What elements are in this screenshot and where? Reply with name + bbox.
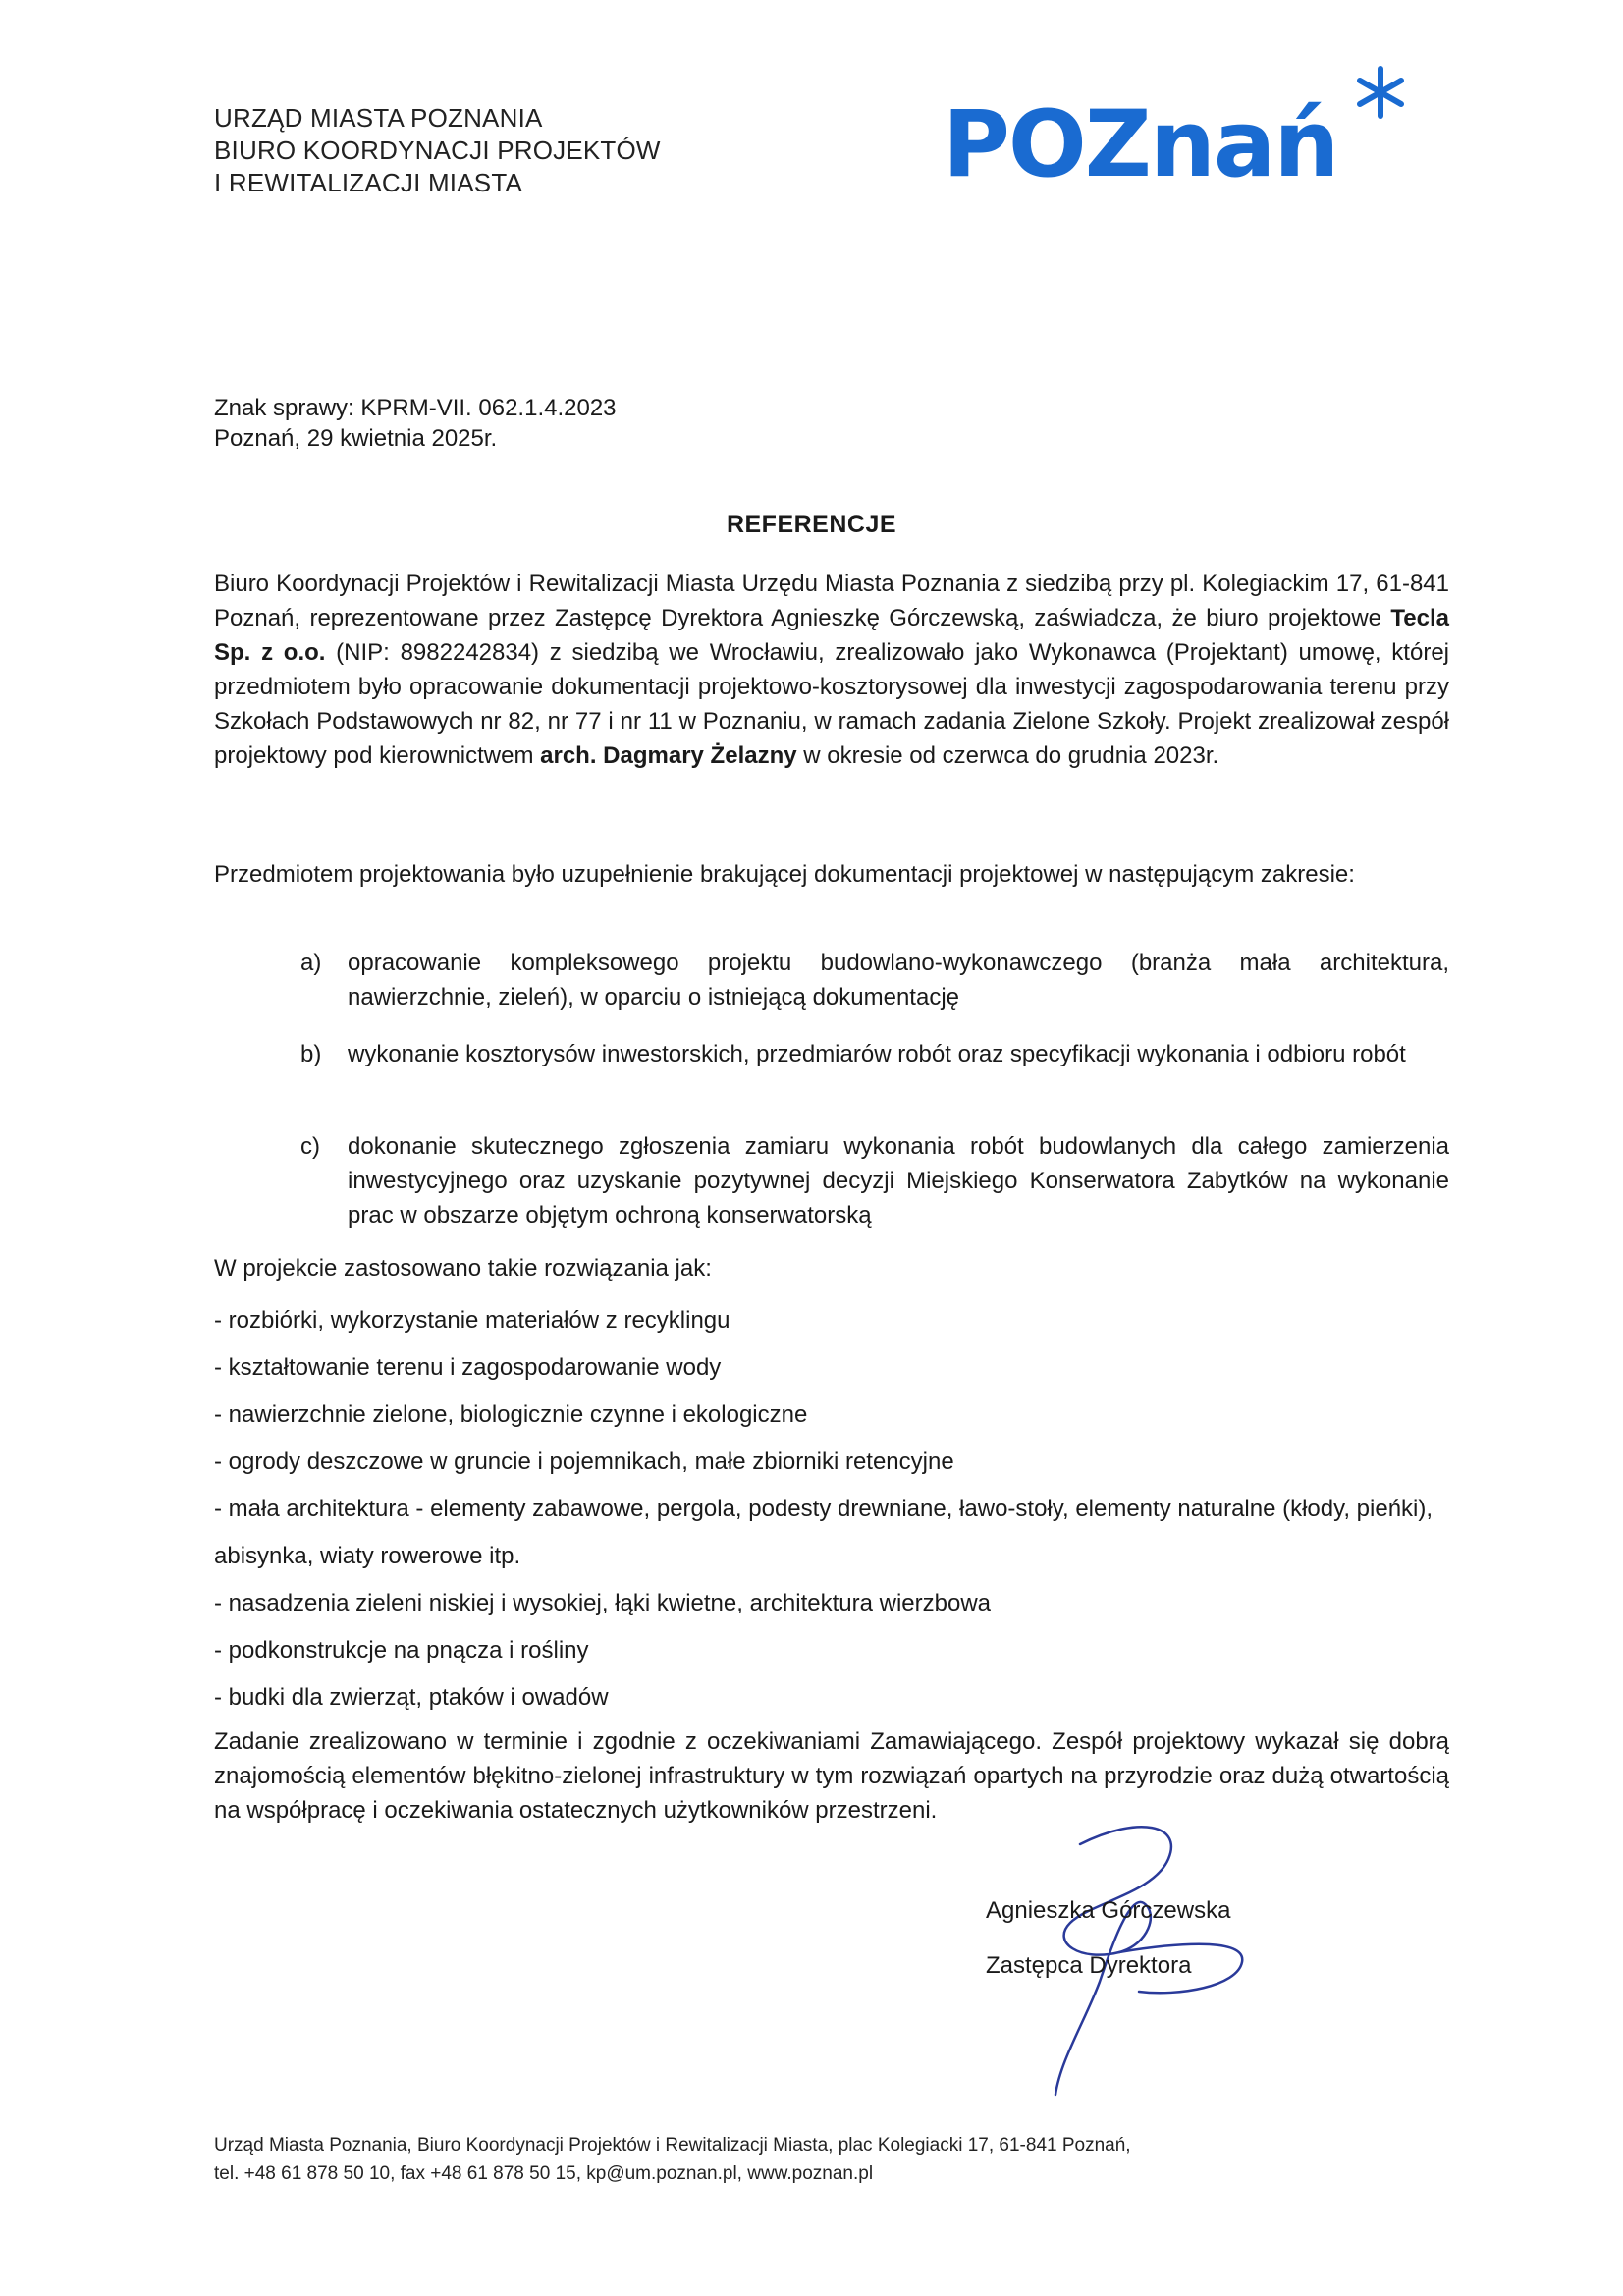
paragraph-intro-part2: (NIP: 8982242834) z siedzibą we Wrocławiu, zrealizowało jako Wykonawca (Projektant) umowę, której przedmiotem było opracowanie dokumentacji projektowo-kosztorysowej dla inwestycji zagospodarowania terenu przy Szkołach Podstawowych nr 82, nr 77 i nr 11 w Poznaniu, w ramach zadania Zielone Szkoły. Projekt zrealizował zespół projektowy pod kierownictwem <box>214 639 1449 769</box>
issuer-header <box>214 102 661 199</box>
footer-contact: tel. +48 61 878 50 10, fax +48 61 878 50 15, kp@um.poznan.pl, www.poznan.pl <box>214 2163 874 2184</box>
asterisk-icon <box>1353 65 1408 120</box>
document-title: REFERENCJE <box>726 511 897 538</box>
poznan-logo <box>943 61 1434 208</box>
paragraph-intro <box>214 567 1449 773</box>
scope-item-text: wykonanie kosztorysów inwestorskich, przedmiarów robót oraz specyfikacji wykonania i odbioru robót <box>348 1041 1406 1067</box>
scope-item-letter: c) <box>300 1133 320 1160</box>
case-meta <box>214 393 617 454</box>
footer-address: Urząd Miasta Poznania, Biuro Koordynacji Projektów i Rewitalizacji Miasta, plac Kolegiacki 17, 61-841 Poznań, <box>214 2135 1131 2156</box>
scope-item <box>300 1037 1449 1071</box>
signatory-role: Zastępca Dyrektora <box>986 1952 1192 1979</box>
logo-wordmark: POZnań <box>943 91 1338 198</box>
solution-item: - ogrody deszczowe w gruncie i pojemnikach, małe zbiorniki retencyjne <box>214 1449 954 1475</box>
solutions-list <box>214 1297 1449 1722</box>
paragraph-scope: Przedmiotem projektowania było uzupełnienie brakującej dokumentacji projektowej w następującym zakresie: <box>214 861 1355 888</box>
solution-item: - nawierzchnie zielone, biologicznie czynne i ekologiczne <box>214 1401 808 1428</box>
signatory-name: Agnieszka Górczewska <box>986 1897 1231 1924</box>
scope-item <box>300 946 1449 1014</box>
issuer-line-2: BIURO KOORDYNACJI PROJEKTÓW <box>214 136 661 165</box>
issuer-line-1: URZĄD MIASTA POZNANIA <box>214 103 543 133</box>
scope-item-text: dokonanie skutecznego zgłoszenia zamiaru wykonania robót budowlanych dla całego zamierzenia inwestycyjnego oraz uzyskanie pozytywnej decyzji Miejskiego Konserwatora Zabytków na wykonanie prac w obszarze objętym ochroną konserwatorską <box>348 1133 1449 1229</box>
signature-block <box>986 1884 1230 1994</box>
scope-item-letter: b) <box>300 1041 322 1067</box>
project-leader: arch. Dagmary Żelazny <box>540 742 797 769</box>
paragraph-intro-part3: w okresie od czerwca do grudnia 2023r. <box>796 742 1219 769</box>
solutions-section <box>214 1251 1449 1722</box>
solutions-intro: W projekcie zastosowano takie rozwiązania jak: <box>214 1255 712 1282</box>
paragraph-conclusion: Zadanie zrealizowano w terminie i zgodnie z oczekiwaniami Zamawiającego. Zespół projektowy wykazał się dobrą znajomością elementów błękitno-zielonej infrastruktury w tym rozwiązań opartych na przyrodzie oraz dużą otwartością na współpracę i oczekiwania ostatecznych użytkowników przestrzeni. <box>214 1728 1449 1824</box>
solution-item: - budki dla zwierząt, ptaków i owadów <box>214 1684 609 1711</box>
issuer-line-3: I REWITALIZACJI MIASTA <box>214 168 523 197</box>
solution-item: - mała architektura - elementy zabawowe, pergola, podesty drewniane, ławo-stoły, elementy naturalne (kłody, pieńki), abisynka, wiaty rowerowe itp. <box>214 1496 1434 1569</box>
company-name: Tecla Sp. z o.o. <box>214 605 1449 666</box>
solution-item: - rozbiórki, wykorzystanie materiałów z recyklingu <box>214 1307 730 1334</box>
solution-item: - podkonstrukcje na pnącza i rośliny <box>214 1637 589 1664</box>
scope-item-text: opracowanie kompleksowego projektu budowlano-wykonawczego (branża mała architektura, nawierzchnie, zieleń), w oparciu o istniejącą dokumentację <box>348 950 1449 1011</box>
letter-date: Poznań, 29 kwietnia 2025r. <box>214 425 498 452</box>
case-reference: Znak sprawy: KPRM-VII. 062.1.4.2023 <box>214 395 617 421</box>
footer <box>214 2131 1131 2188</box>
solution-item: - kształtowanie terenu i zagospodarowanie wody <box>214 1354 722 1381</box>
scope-item <box>300 1129 1449 1232</box>
scope-item-letter: a) <box>300 950 322 976</box>
solution-item: - nasadzenia zieleni niskiej i wysokiej, łąki kwietne, architektura wierzbowa <box>214 1590 992 1616</box>
paragraph-intro-part1: Biuro Koordynacji Projektów i Rewitalizacji Miasta Urzędu Miasta Poznania z siedzibą przy pl. Kolegiackim 17, 61-841 Poznań, reprezentowane przez Zastępcę Dyrektora Agnieszkę Górczewską, zaświadcza, że biuro projektowe <box>214 571 1449 631</box>
